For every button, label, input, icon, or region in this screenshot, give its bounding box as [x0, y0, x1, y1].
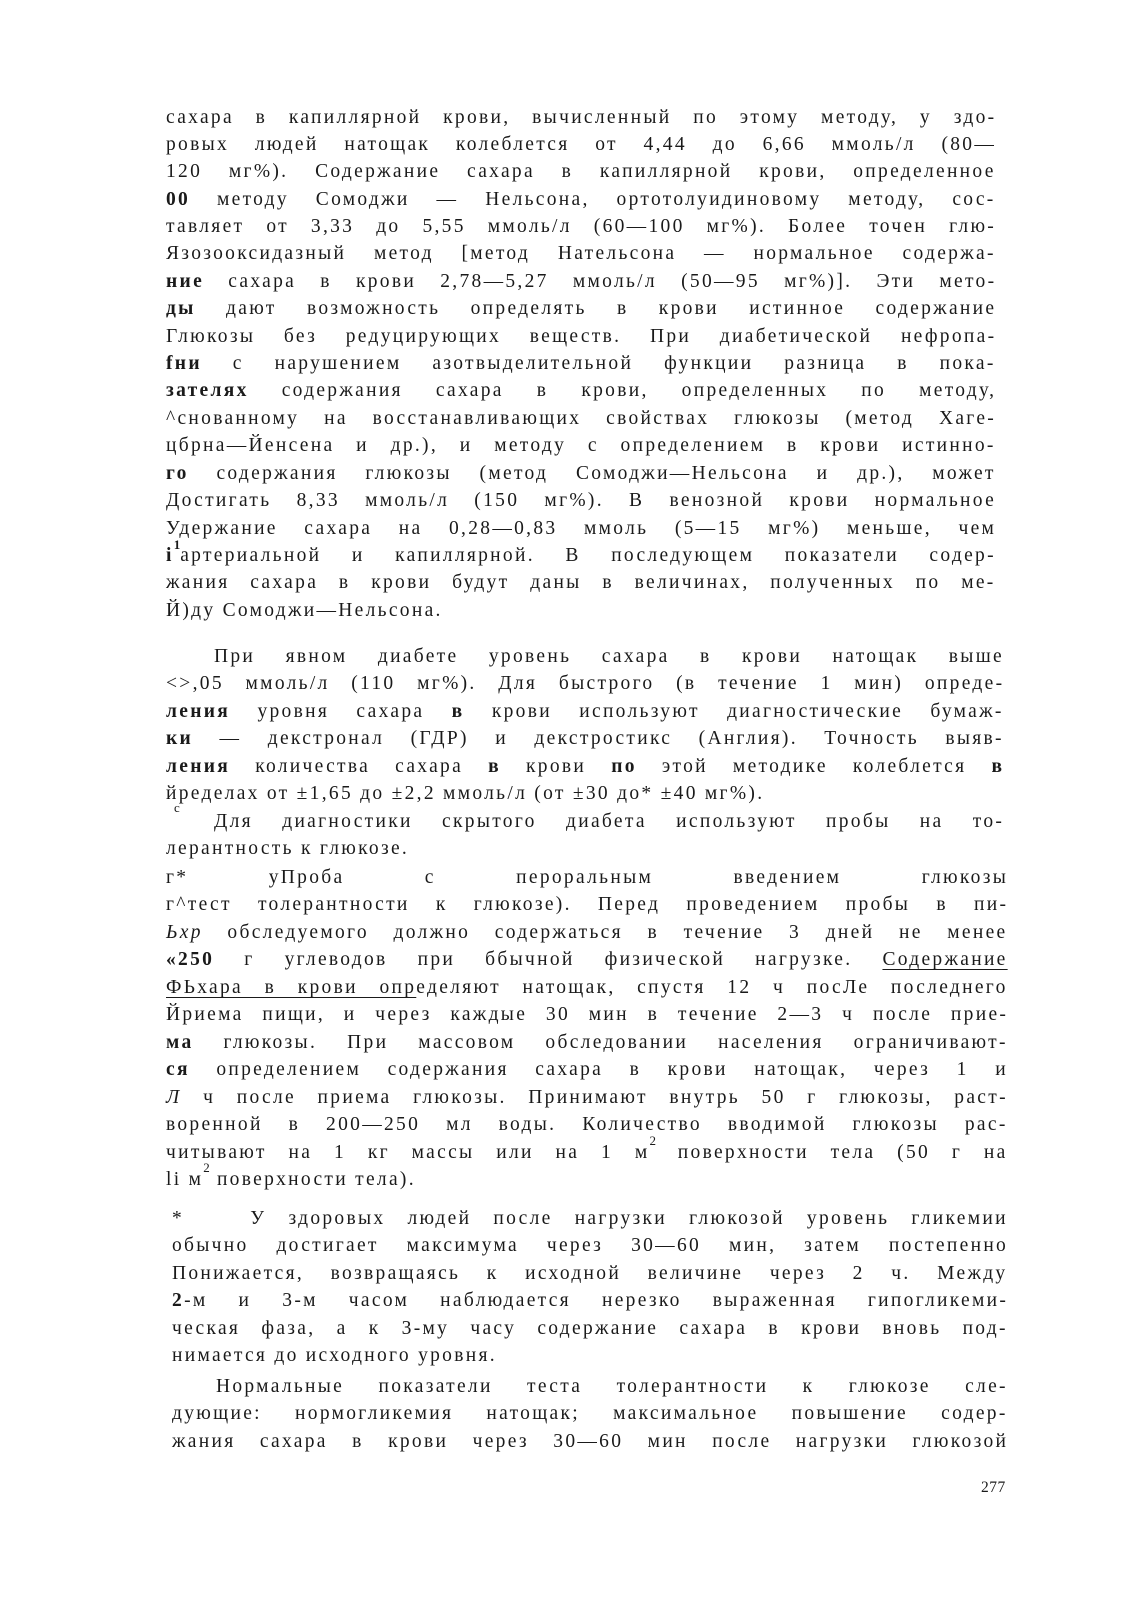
text-segment: Для диагностики скрытого диабета используют пробы на то-	[214, 811, 1005, 832]
text-segment: сахара в крови 2,78—5,27 ммоль/л (50—95 мг%)]. Эти мето-	[204, 271, 997, 292]
text-segment: крови	[500, 756, 612, 777]
text-segment: ма	[166, 1032, 194, 1053]
text-segment: поверхности тела (50 г на	[656, 1142, 1008, 1163]
text-line	[166, 213, 996, 241]
text-segment: Ьхр	[166, 922, 203, 943]
text-line	[214, 643, 1004, 671]
text-segment: ческая фаза, а к 3-му часу содержание сахара в крови вновь под-	[172, 1318, 1008, 1339]
text-line	[166, 974, 1008, 1002]
text-segment: ки	[166, 728, 194, 749]
text-line	[166, 891, 1008, 919]
text-line	[172, 1428, 1008, 1456]
text-segment: крови используют диагностические бумаж-	[464, 701, 1004, 722]
text-segment: 1	[173, 537, 181, 552]
text-segment: Глюкозы без редуцирующих веществ. При диабетической нефропа-	[166, 326, 997, 347]
text-line	[166, 432, 996, 460]
text-line	[166, 698, 1004, 726]
text-line	[166, 670, 1004, 698]
text-segment: по	[611, 756, 637, 777]
text-segment: читывают на 1 кг массы или на 1 м	[166, 1142, 650, 1163]
text-segment: li м	[166, 1169, 204, 1190]
stray-superscript-mark: с	[174, 800, 180, 815]
text-line	[166, 1001, 1008, 1029]
text-segment: сахара в капиллярной крови, вычисленный по этому методу, у здо-	[166, 107, 997, 128]
text-segment: поверхности тела).	[209, 1169, 416, 1190]
text-line	[166, 487, 996, 515]
text-segment: Л	[166, 1087, 182, 1108]
text-segment: fни	[166, 353, 202, 374]
text-segment: лерантность к глюкозе.	[166, 838, 410, 859]
text-segment: этой методике колеблется	[636, 756, 992, 777]
text-line	[166, 405, 996, 433]
text-segment: уровня сахара	[230, 701, 452, 722]
text-segment: Содержание	[882, 949, 1008, 970]
text-segment: ды	[166, 298, 196, 319]
text-segment: нимается до исходного уровня.	[172, 1345, 497, 1366]
text-segment: г^тест толерантности к глюкозе). Перед проведением пробы в пи-	[166, 894, 1009, 915]
text-segment: содержания глюкозы (метод Сомоджи—Нельсона и др.), может	[188, 463, 996, 484]
text-line	[166, 515, 996, 543]
text-line	[166, 377, 996, 405]
text-line	[166, 350, 996, 378]
text-line	[172, 1342, 497, 1370]
text-segment: ровых людей натощак колеблется от 4,44 до 6,66 ммоль/л (80—	[166, 134, 997, 155]
text-segment: г углеводов при ббычной физической нагрузке.	[214, 949, 883, 970]
text-line	[172, 1287, 1008, 1315]
text-line	[166, 295, 996, 323]
text-line	[166, 753, 1004, 781]
text-segment: * У здоровых людей после нагрузки глюкозой уровень гликемии	[172, 1208, 1008, 1229]
text-segment: глюкозы. При массовом обследовании населения ограничивают-	[193, 1032, 1008, 1053]
text-line	[214, 808, 1004, 836]
text-segment: — декстронал (ГДР) и декстростикс (Англия). Точность выяв-	[193, 728, 1004, 749]
text-segment: ФЬхара в крови опр	[166, 977, 417, 998]
text-segment: Понижается, возвращаясь к исходной величине через 2 ч. Между	[172, 1263, 1008, 1284]
text-segment: дают возможность определять в крови истинное содержание	[195, 298, 997, 319]
text-segment: обследуемого должно содержаться в течение 3 дней не менее	[202, 922, 1008, 943]
text-segment: в	[488, 756, 501, 777]
text-line	[166, 1029, 1008, 1057]
text-segment: зателях	[166, 380, 249, 401]
text-segment: Удержание сахара на 0,28—0,83 ммоль (5—15 мг%) меньше, чем	[166, 518, 997, 539]
text-segment: «250	[166, 949, 215, 970]
text-line	[166, 1056, 1008, 1084]
text-segment: дующие: нормогликемия натощак; максимальное повышение содер-	[172, 1403, 1008, 1424]
text-segment: жания сахара в крови через 30—60 мин после нагрузки глюкозой	[172, 1431, 1009, 1452]
text-segment: го	[166, 463, 189, 484]
text-segment: определением содержания сахара в крови натощак, через 1 и	[189, 1059, 1008, 1080]
text-segment: 2	[172, 1290, 185, 1311]
text-line	[166, 597, 443, 625]
text-line	[172, 1205, 1008, 1233]
text-line	[166, 460, 996, 488]
text-segment: ч после приема глюкозы. Принимают внутрь 50 г глюкозы, раст-	[181, 1087, 1008, 1108]
text-segment: ления	[166, 756, 231, 777]
text-line	[166, 158, 996, 186]
text-line	[166, 1133, 1008, 1167]
text-segment: Й)ду Сомоджи—Нельсона.	[166, 600, 443, 621]
text-segment: обычно достигает максимума через 30—60 мин, затем постепенно	[172, 1235, 1009, 1256]
text-line	[172, 1260, 1008, 1288]
text-segment: воренной в 200—250 мл воды. Количество вводимой глюкозы рас-	[166, 1114, 1008, 1135]
text-segment: ние	[166, 271, 205, 292]
text-line	[166, 780, 764, 808]
text-segment: методу Сомоджи — Нельсона, ортотолуидиновому методу, сос-	[190, 189, 996, 210]
text-line	[166, 835, 409, 863]
text-line	[166, 186, 996, 214]
text-segment: йределах от ±1,65 до ±2,2 ммоль/л (от ±30 до* ±40 мг%).	[166, 783, 765, 804]
page-number: 277	[981, 1479, 1006, 1496]
text-line	[172, 1315, 1008, 1343]
text-line	[166, 1111, 1008, 1139]
text-segment: тавляет от 3,33 до 5,55 ммоль/л (60—100 мг%). Более точен глю-	[166, 216, 997, 237]
text-segment: 2	[649, 1133, 656, 1148]
text-line	[166, 268, 996, 296]
text-segment: в	[451, 701, 465, 722]
text-segment: артериальной и капиллярной. В последующем показатели содер-	[180, 545, 996, 566]
text-segment: еделяют натощак, спустя 12 ч посЛе последнего	[416, 977, 1008, 998]
text-line	[166, 1084, 1008, 1112]
text-segment: 00	[166, 189, 191, 210]
text-segment: с нарушением азотвыделительной функции разница в пока-	[201, 353, 996, 374]
text-segment: <>,05 ммоль/л (110 мг%). Для быстрого (в течение 1 мин) опреде-	[166, 673, 1005, 694]
text-line	[216, 1373, 1008, 1401]
text-line	[166, 537, 996, 570]
text-line	[166, 1160, 416, 1194]
text-line	[172, 1400, 1008, 1428]
text-segment: Язозооксидазный метод [метод Нательсона — нормальное содержа-	[166, 243, 996, 264]
text-segment: количества сахара	[230, 756, 489, 777]
text-segment: ся	[166, 1059, 190, 1080]
text-line	[166, 104, 996, 132]
text-segment: 120 мг%). Содержание сахара в капиллярной крови, определенное	[166, 161, 996, 182]
text-line	[166, 864, 1008, 892]
text-segment: При явном диабете уровень сахара в крови натощак выше	[214, 646, 1004, 667]
text-segment: жания сахара в крови будут даны в величинах, полученных по ме-	[166, 572, 996, 593]
text-line	[166, 919, 1008, 947]
text-segment: 2	[203, 1160, 210, 1175]
text-segment: i	[166, 545, 174, 566]
text-segment: ^снованному на восстанавливающих свойствах глюкозы (метод Хаге-	[166, 408, 997, 429]
text-line	[166, 323, 996, 351]
text-line	[166, 131, 996, 159]
text-segment: ления	[166, 701, 231, 722]
text-line	[172, 1232, 1008, 1260]
text-segment: цбрна—Йенсена и др.), и методу с определением в крови истинно-	[166, 435, 996, 456]
text-line	[166, 569, 996, 597]
text-segment: содержания сахара в крови, определенных по методу,	[248, 380, 997, 401]
text-line	[166, 946, 1008, 974]
text-segment: Нормальные показатели теста толерантности к глюкозе сле-	[216, 1376, 1008, 1397]
text-segment: Йриема пищи, и через каждые 30 мин в течение 2—3 ч после прие-	[166, 1004, 1009, 1025]
text-segment: -м и 3-м часом наблюдается нерезко выраженная гипогликеми-	[184, 1290, 1009, 1311]
text-segment: Достигать 8,33 ммоль/л (150 мг%). В венозной крови нормальное	[166, 490, 997, 511]
text-line	[166, 240, 996, 268]
text-line	[166, 725, 1004, 753]
text-segment: в	[991, 756, 1005, 777]
text-segment: г* уПроба с пероральным введением глюкозы	[166, 867, 1009, 888]
